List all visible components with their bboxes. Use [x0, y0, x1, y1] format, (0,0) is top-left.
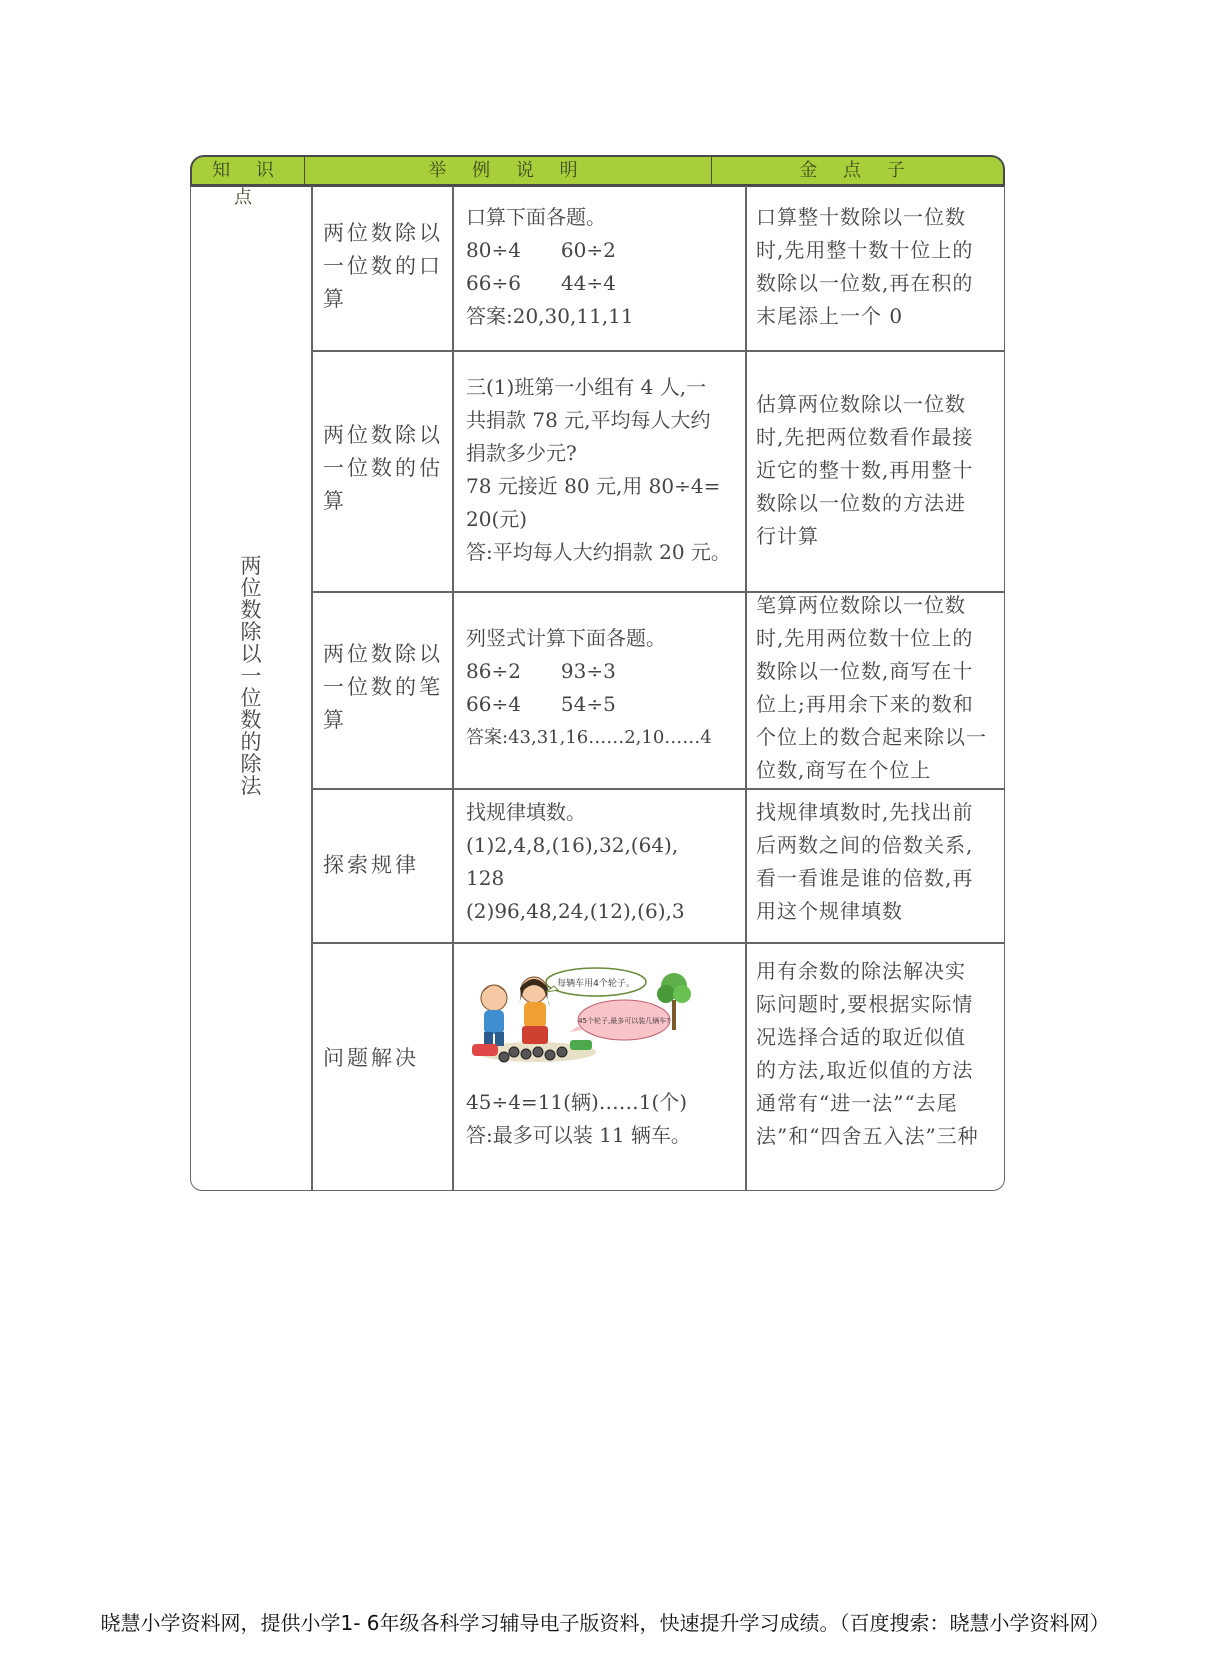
row-divider	[311, 788, 1005, 790]
knowledge-table	[190, 155, 1005, 1191]
row5-example: 45÷4=11(辆)……1(个) 答:最多可以装 11 辆车。	[466, 1090, 691, 1147]
row-divider	[311, 942, 1005, 944]
row3-tip: 笔算两位数除以一位数 时,先用两位数十位上的 数除以一位数,商写在十 位上;再用余下来的数和 个位上的数合起来除以一 位数,商写在个位上	[756, 593, 987, 782]
kids-illustration	[466, 960, 691, 1070]
col-divider	[745, 186, 747, 1191]
row1-example: 口算下面各题。 80÷4 60÷2 66÷6 44÷4 答案:20,30,11,11	[466, 205, 634, 328]
row5-topic: 问题解决	[323, 1046, 419, 1070]
bubble1-text: 每辆车用4个轮子。	[557, 979, 635, 989]
row1-topic: 两位数除以 一位数的口 算	[323, 221, 443, 311]
header-tip: 金 点 子	[799, 160, 915, 181]
header-knowledge: 知 识 点	[212, 160, 284, 208]
row4-topic: 探索规律	[323, 853, 419, 877]
row2-tip: 估算两位数除以一位数 时,先把两位数看作最接 近它的整十数,再用整十 数除以一位数的方法进 行计算	[756, 392, 974, 548]
col-divider	[311, 186, 313, 1191]
col-divider	[452, 186, 454, 1191]
row2-topic: 两位数除以 一位数的估 算	[323, 423, 443, 513]
row5-tip: 用有余数的除法解决实 际问题时,要根据实际情 况选择合适的取近似值 的方法,取近似值的方法 通常有“进一法”“去尾 法”和“四舍五入法”三种	[756, 959, 979, 1148]
header-example: 举 例 说 明	[428, 160, 588, 181]
row3-example: 列竖式计算下面各题。 86÷2 93÷3 66÷4 54÷5 答案:43,31,16……2,10……4	[466, 626, 712, 748]
row3-topic: 两位数除以 一位数的笔 算	[323, 642, 443, 732]
footer-text: 晓慧小学资料网，提供小学1- 6年级各科学习辅导电子版资料，快速提升学习成绩。（百度搜索：晓慧小学资料网）	[100, 1611, 1110, 1635]
bubble2-text: 45个轮子,最多可以装几辆车?	[578, 1017, 670, 1025]
row4-tip: 找规律填数时,先找出前 后两数之间的倍数关系, 看一看谁是谁的倍数,再 用这个规律填数	[756, 800, 974, 923]
row-divider	[311, 350, 1005, 352]
row4-example: 找规律填数。 (1)2,4,8,(16),32,(64), 128 (2)96,48,24,(12),(6),3	[466, 800, 685, 923]
row1-tip: 口算整十数除以一位数 时,先用整十数十位上的 数除以一位数,再在积的 末尾添上一个 0	[756, 205, 974, 328]
main-topic: 两位数除以一位数的除法	[240, 554, 262, 798]
table-header	[190, 155, 1005, 208]
row2-example: 三(1)班第一小组有 4 人,一 共捐款 78 元,平均每人大约 捐款多少元? 78 元接近 80 元,用 80÷4= 20(元) 答:平均每人大约捐款 20 元。	[466, 375, 731, 564]
